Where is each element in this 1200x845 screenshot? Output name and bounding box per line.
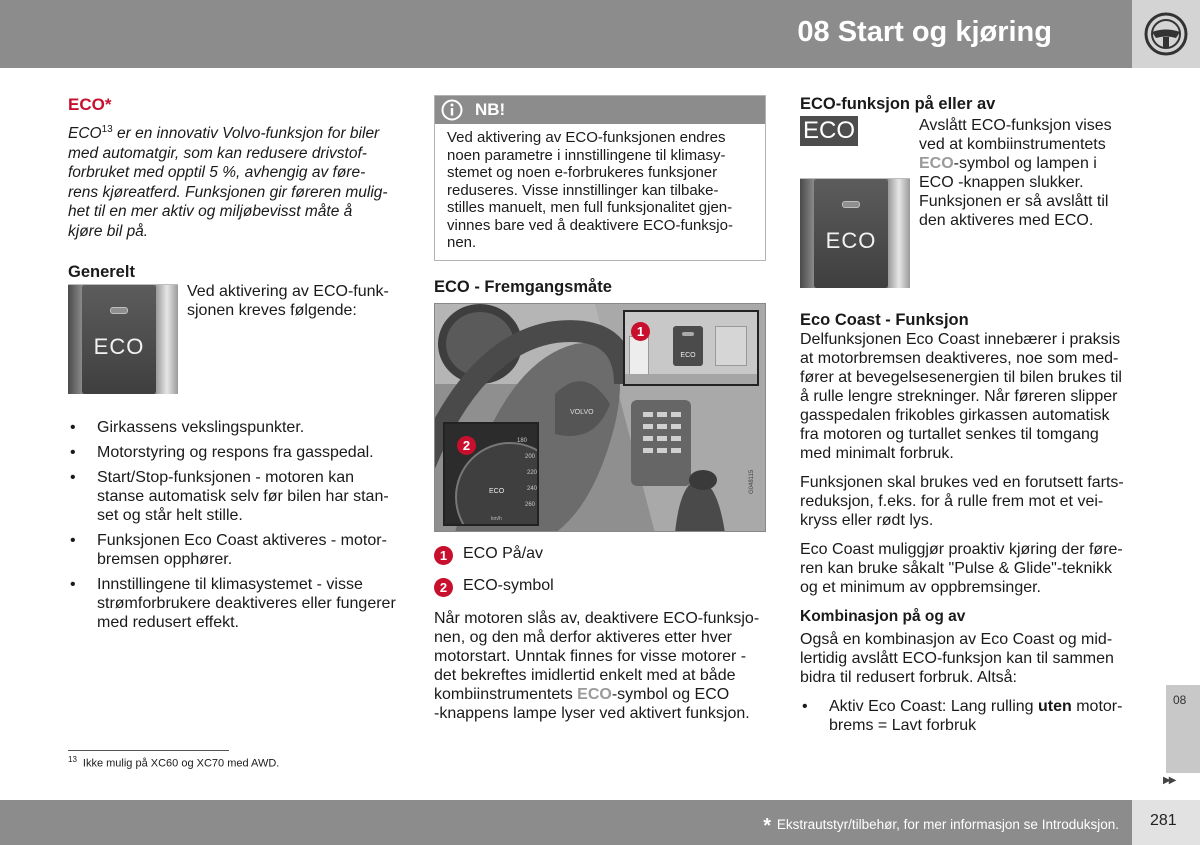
intro-line: rens kjøreatferd. Funksjonen gir føreren mulig- (68, 183, 388, 201)
general-text (187, 282, 402, 320)
page-number-box (1132, 800, 1200, 845)
note-line: stemet og noen e-forbrukeres funksjoner (447, 164, 718, 181)
note-header (435, 96, 765, 124)
column-right (800, 95, 1132, 741)
list-item-line: Innstillingene til klimasystemet - visse (97, 576, 363, 594)
column-left (68, 95, 400, 638)
intro-line: er en innovativ Volvo-funksjon for biler (112, 125, 380, 143)
paragraph-line (919, 154, 1134, 173)
paragraph-line: Funksjonen er så avslått til (919, 193, 1109, 210)
paragraph-text: -symbol og ECO (611, 685, 730, 703)
paragraph-line: Eco Coast muliggjør proaktiv kjøring der føre- (800, 541, 1123, 558)
list-item-line: Motorstyring og respons fra gasspedal. (97, 444, 374, 462)
footnote-text: Ikke mulig på XC60 og XC70 med AWD. (82, 757, 280, 770)
eco-button-illustration (800, 178, 910, 288)
bullet-icon: • (70, 532, 76, 550)
paragraph-text: -symbol og lampen i (953, 155, 1097, 172)
paragraph-line: ECO -knappen slukker. (919, 174, 1084, 191)
eco-display-symbol: ECO (800, 116, 858, 146)
paragraph-line: den aktiveres med ECO. (919, 212, 1094, 229)
engine-start-paragraph (434, 609, 766, 723)
general-line: Ved aktivering av ECO-funk- (187, 283, 389, 301)
eco-coast-paragraph-2 (800, 473, 1132, 530)
paragraph-line: fra motoren og turtallet senkes til tomgang (800, 426, 1099, 443)
paragraph-line: med minimalt forbruk. (800, 445, 954, 462)
eco-button-label: ECO (93, 334, 145, 360)
paragraph-line: bidra til redusert forbruk. Altså: (800, 669, 1017, 686)
note-line: nen. (447, 234, 477, 251)
bullet-icon: • (802, 698, 808, 715)
image-code: G048115 (749, 469, 755, 494)
eco-symbol-word: ECO (577, 685, 612, 703)
legend-item (434, 574, 766, 606)
intro-paragraph (68, 120, 400, 241)
gauge-tick: 240 (527, 485, 538, 492)
legend-item (434, 542, 766, 574)
legend (434, 542, 766, 606)
asterisk: * (763, 815, 772, 837)
intro-line: forbruket med opptil 5 %, avhengig av føre- (68, 164, 366, 182)
paragraph-line: fører at bevegelsesenergien til bilen brukes til (800, 369, 1122, 386)
paragraph-line: reduksjon, f.eks. for å rulle frem mot et vei- (800, 493, 1104, 510)
onoff-text (919, 116, 1134, 230)
list-item-line: Start/Stop-funksjonen - motoren kan (97, 469, 355, 487)
list-item-text: motor- (1071, 698, 1123, 715)
section-heading-eco: ECO* (68, 95, 112, 114)
bullet-icon: • (70, 576, 76, 594)
list-item (68, 443, 400, 462)
paragraph-line: kryss eller rødt lys. (800, 512, 934, 529)
gauge-tick: 220 (527, 469, 538, 476)
eco-lamp-icon (110, 307, 128, 314)
note-line: stilles manuelt, men full funksjonalitet gjen- (447, 199, 733, 216)
callout-1: 1 (631, 322, 650, 341)
combination-heading: Kombinasjon på og av (800, 608, 966, 625)
paragraph-line: gasspedalen frikobles girkassen automatisk (800, 407, 1110, 424)
list-item (68, 418, 400, 437)
combination-list (800, 697, 1132, 735)
paragraph-line: ren kan bruke såkalt "Pulse & Glide"-teknikk (800, 560, 1112, 577)
side-tab-label: 08 (1173, 693, 1187, 707)
callout-2-icon: 2 (434, 578, 453, 597)
info-icon (441, 99, 463, 121)
detail-inset-gauge (443, 422, 539, 526)
paragraph-line: Funksjonen skal brukes ved en forutsett farts- (800, 474, 1124, 491)
page-number: 281 (1150, 812, 1177, 829)
intro-line: het til en mer aktiv og miljøbevisst måte å (68, 203, 353, 221)
list-item-line: set og står helt stille. (97, 507, 243, 525)
list-item-line: stanse automatisk selv før bilen har stan- (97, 488, 389, 506)
intro-line: kjøre bil på. (68, 222, 149, 240)
dashboard-photo (434, 303, 766, 532)
column-middle (434, 95, 766, 723)
eco-coast-paragraph-3 (800, 540, 1132, 597)
list-item-line: brems = Lavt forbruk (829, 717, 977, 734)
note-line: reduseres. Visse innstillinger kan tilbake- (447, 181, 719, 199)
onoff-block (800, 116, 1132, 292)
list-item-line: Funksjonen Eco Coast aktiveres - motor- (97, 532, 387, 550)
eco-lamp-icon (682, 332, 694, 336)
paragraph-line: -knappens lampe lyser ved aktivert funksjon. (434, 704, 750, 722)
list-item-text: Aktiv Eco Coast: Lang rulling (829, 698, 1038, 715)
list-item (800, 697, 1132, 735)
eco-button-illustration (68, 284, 178, 394)
eco-symbol-word: ECO (919, 155, 954, 172)
gauge-tick: 180 (517, 437, 528, 444)
paragraph-line: nen, og den må derfor aktiveres etter hver (434, 628, 732, 646)
chapter-title: 08 Start og kjøring (797, 16, 1052, 48)
continue-arrows-icon: ▶▶ (1163, 775, 1175, 786)
eco-coast-heading: Eco Coast - Funksjon (800, 311, 969, 329)
page-footer (0, 800, 1132, 845)
legend-text: ECO På/av (463, 544, 544, 562)
list-item (68, 575, 400, 632)
footnote-number: 13 (68, 755, 77, 764)
eco-symbol: ECO (489, 487, 505, 495)
eco-button-label: ECO (680, 351, 696, 359)
page-header (0, 0, 1132, 68)
gauge-tick: 260 (525, 501, 536, 508)
paragraph-line: at motorbremsen deaktiveres, noe som med- (800, 350, 1119, 367)
callout-2: 2 (457, 436, 476, 455)
eco-lamp-icon (842, 201, 860, 208)
paragraph-line: og et minimum av oppbremsinger. (800, 579, 1041, 596)
chapter-side-tab[interactable] (1166, 685, 1200, 773)
onoff-heading: ECO-funksjon på eller av (800, 95, 996, 113)
general-line: sjonen kreves følgende: (187, 302, 357, 320)
combination-paragraph (800, 630, 1132, 687)
speed-unit: km/h (491, 515, 502, 522)
note-line: vinnes bare ved å deaktivere ECO-funksjo- (447, 216, 733, 234)
bullet-icon: • (70, 469, 76, 487)
chapter-icon-box (1132, 0, 1200, 68)
callout-1-icon: 1 (434, 546, 453, 565)
list-item-line: med redusert effekt. (97, 614, 239, 632)
list-item-line: Girkassens vekslingspunkter. (97, 419, 305, 437)
list-item-line: strømforbrukere deaktiveres eller fungerer (97, 595, 396, 613)
requirements-list (68, 418, 400, 632)
intro-line: med automatgir, som kan redusere drivstof- (68, 144, 367, 162)
footnote (68, 755, 279, 770)
list-item-line (829, 697, 1132, 716)
bullet-icon: • (70, 419, 76, 437)
note-body (435, 124, 765, 260)
note-label: NB! (475, 100, 506, 119)
steering-wheel-icon (1143, 11, 1189, 57)
note-line: Ved aktivering av ECO-funksjonen endres (447, 129, 726, 146)
paragraph-line: lertidig avslått ECO-funksjon kan til sammen (800, 650, 1114, 667)
paragraph-line: Avslått ECO-funksjon vises (919, 117, 1112, 134)
paragraph-line: motorstart. Unntak finnes for visse motorer - (434, 647, 747, 665)
paragraph-line: Når motoren slås av, deaktivere ECO-funksjo- (434, 609, 760, 627)
paragraph-line: å rulle lengre strekninger. Når føreren slipper (800, 388, 1118, 405)
general-heading: Generelt (68, 263, 135, 282)
list-item (68, 468, 400, 525)
list-item-emphasis: uten (1038, 698, 1072, 715)
note-box (434, 95, 766, 261)
list-item-line: bremsen opphører. (97, 551, 233, 569)
paragraph-line: Også en kombinasjon av Eco Coast og mid- (800, 631, 1113, 648)
paragraph-line: ved at kombiinstrumentets (919, 136, 1106, 153)
eco-button-label: ECO (825, 228, 877, 253)
brand-logo: VOLVO (570, 408, 594, 416)
legend-text: ECO-symbol (463, 576, 554, 594)
paragraph-text: kombiinstrumentets (434, 685, 578, 703)
bullet-icon: • (70, 444, 76, 462)
eco-coast-paragraph-1 (800, 330, 1132, 463)
list-item (68, 531, 400, 569)
footer-note-text: Ekstrautstyr/tilbehør, for mer informasjon se Introduksjon. (776, 817, 1119, 832)
paragraph-line (434, 685, 766, 704)
gauge-tick: 200 (525, 453, 536, 460)
general-block (68, 284, 400, 402)
procedure-heading: ECO - Fremgangsmåte (434, 277, 612, 296)
paragraph-line: Delfunksjonen Eco Coast innebærer i praksis (800, 331, 1121, 348)
note-line: noen parametre i innstillingene til klimasy- (447, 146, 726, 164)
paragraph-line: det bekreftes imidlertid enkelt med at både (434, 666, 736, 684)
footnote-ref: 13 (101, 124, 113, 135)
intro-lead: ECO (68, 125, 102, 143)
detail-inset-button (623, 310, 759, 386)
footer-note (763, 815, 1119, 838)
footnote-divider (68, 750, 229, 751)
